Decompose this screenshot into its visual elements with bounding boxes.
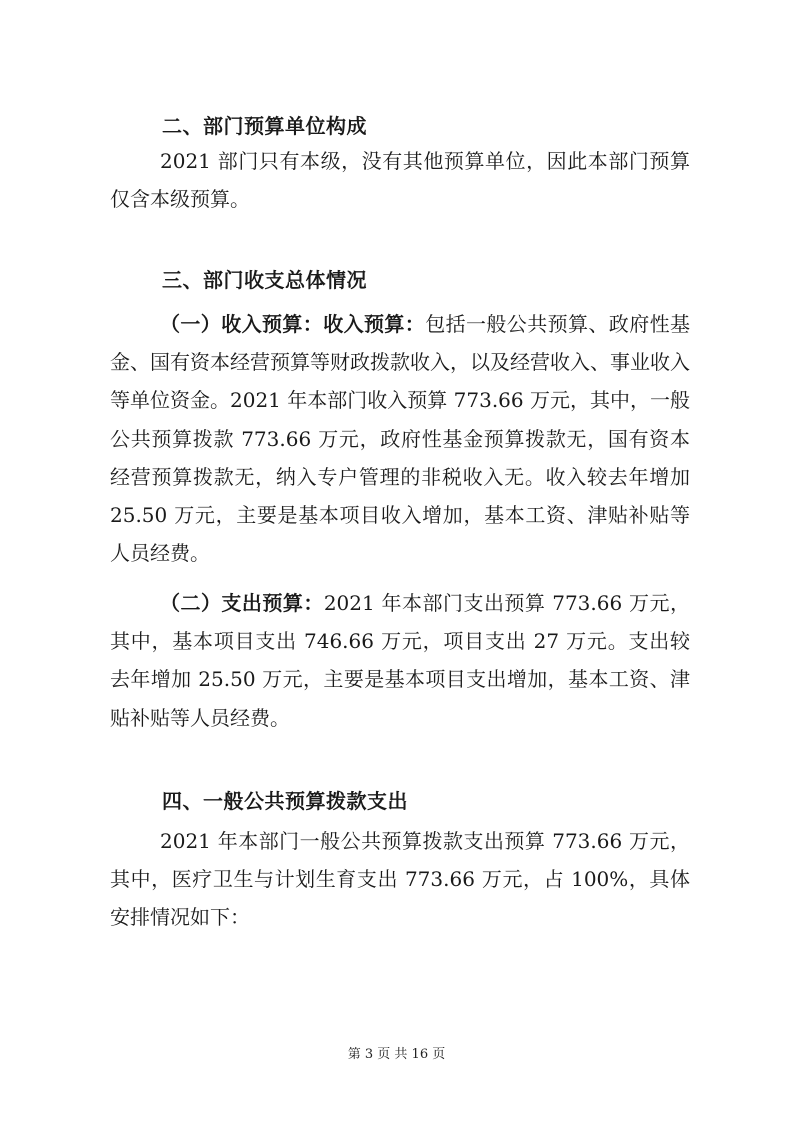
income-text: 包括一般公共预算、政府性基金、国有资本经营预算等财政拨款收入，以及经营收入、事业收入等单位资金。2021 年本部门收入预算 773.66 万元，其中，一般公共预算拨款 773.66 万元，政府性基金预算拨款无，国有资本经营预算拨款无，纳入专户管理的非税收入无。收入较去年增加 25.50 万元，主要是基本项目收入增加，基本工资、津贴补贴等人员经费。 bbox=[110, 312, 691, 566]
expense-text: 2021 年本部门支出预算 773.66 万元，其中，基本项目支出 746.66 万元，项目支出 27 万元。支出较去年增加 25.50 万元，主要是基本项目支出增加，基本工资、津贴补贴等人员经费。 bbox=[110, 591, 690, 730]
section4-heading: 四、一般公共预算拨款支出 bbox=[162, 789, 408, 813]
section2-heading: 二、部门预算单位构成 bbox=[162, 114, 367, 138]
income-label: （一）收入预算： bbox=[160, 312, 324, 336]
expense-paragraph bbox=[110, 584, 690, 737]
section3-heading: 三、部门收支总体情况 bbox=[162, 268, 367, 292]
page-footer: 第 3 页 共 16 页 bbox=[347, 1047, 446, 1062]
expense-label: （二）支出预算： bbox=[160, 591, 324, 615]
section2-paragraph: 2021 部门只有本级，没有其他预算单位，因此本部门预算仅含本级预算。 bbox=[110, 149, 690, 212]
section4-paragraph: 2021 年本部门一般公共预算拨款支出预算 773.66 万元，其中，医疗卫生与计划生育支出 773.66 万元，占 100%，具体安排情况如下： bbox=[110, 829, 690, 930]
income-paragraph bbox=[110, 305, 690, 572]
income-sublabel: 收入预算： bbox=[323, 312, 426, 336]
